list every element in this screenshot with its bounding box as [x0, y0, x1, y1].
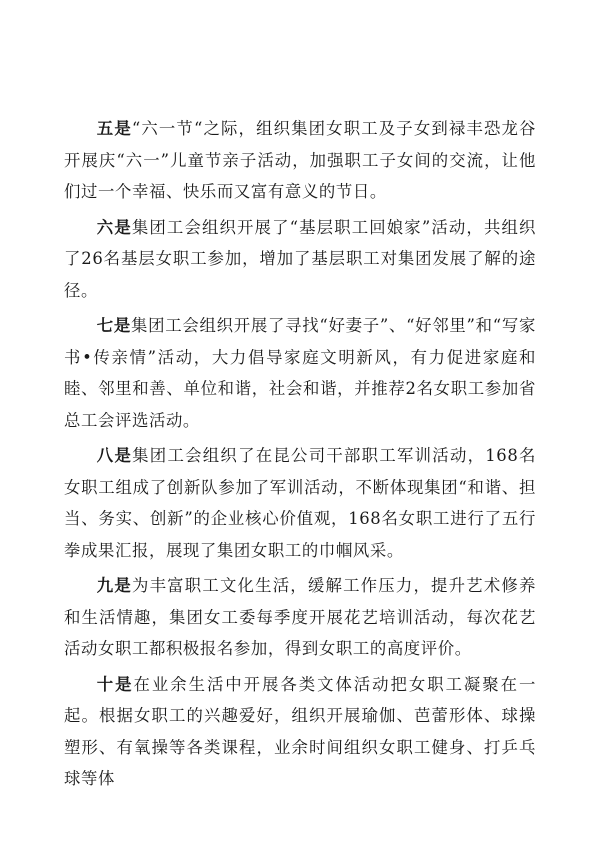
paragraph-text: 在业余生活中开展各类文体活动把女职工凝聚在一起。根据女职工的兴趣爱好，组织开展瑜伽、芭蕾形体、球操塑形、有氧操等各类课程，业余时间组织女职工健身、打乒乓球等体	[64, 674, 536, 788]
document-body	[64, 113, 536, 799]
paragraph-six	[64, 212, 536, 307]
paragraph-nine	[64, 570, 536, 665]
paragraph-text: 集团工会组织开展了“基层职工回娘家”活动，共组织了26名基层女职工参加，增加了基层职工对集团发展了解的途径。	[64, 217, 536, 300]
paragraph-lead: 五是	[96, 119, 132, 138]
paragraph-seven	[64, 310, 536, 436]
paragraph-lead: 六是	[96, 217, 132, 237]
paragraph-text: 集团工会组织了在昆公司干部职工军训活动，168名女职工组成了创新队参加了军训活动，不断体现集团“和谐、担当、务实、创新”的企业核心价值观，168名女职工进行了五行拳成果汇报，展现了集团女职工的巾帼风采。	[64, 446, 537, 560]
paragraph-ten	[64, 669, 536, 795]
paragraph-lead: 九是	[96, 576, 132, 595]
paragraph-eight	[64, 440, 536, 566]
paragraph-text: 为丰富职工文化生活，缓解工作压力，提升艺术修养和生活情趣，集团女工委每季度开展花艺培训活动，每次花艺活动女职工都积极报名参加，得到女职工的高度评价。	[64, 576, 536, 658]
paragraph-text: 集团工会组织开展了寻找“好妻子”、“好邻里”和“写家书•传亲情”活动，大力倡导家庭文明新风，有力促进家庭和睦、邻里和善、单位和谐，社会和谐，并推荐2名女职工参加省总工会评选活动。	[64, 316, 537, 430]
paragraph-lead: 八是	[96, 446, 133, 465]
paragraph-text: “六一节“之际，组织集团女职工及子女到禄丰恐龙谷开展庆“六一”儿童节亲子活动，加强职工子女间的交流，让他们过一个幸福、快乐而又富有意义的节日。	[64, 119, 536, 201]
paragraph-lead: 七是	[96, 316, 132, 335]
paragraph-lead: 十是	[96, 674, 134, 694]
paragraph-five	[64, 113, 536, 208]
